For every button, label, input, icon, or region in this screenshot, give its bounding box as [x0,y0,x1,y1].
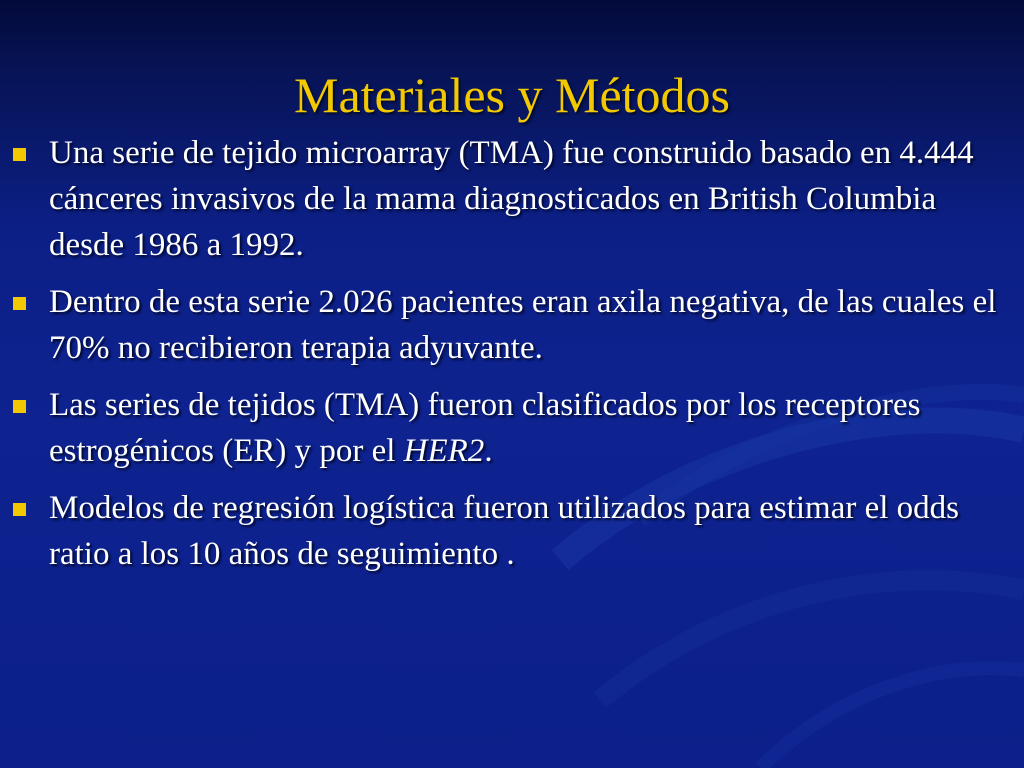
bullet-item-regression-models [0,485,1024,577]
slide-title: Materiales y Métodos [293,67,730,123]
bullet-item-axila-negativa [0,279,1024,371]
bullet-text-end: . [484,433,493,469]
bullet-item-tma-construction [0,130,1024,268]
square-bullet-icon [13,148,26,161]
bullet-text: Una serie de tejido microarray (TMA) fue construido basado en 4.444 cánceres invasivos de la mama diagnosticados en British Columbia desde 1986 a 1992. [49,135,974,263]
bullet-text: Las series de tejidos (TMA) fueron clasificados por los receptores estrogénicos (ER) y por el [49,387,921,469]
square-bullet-icon [13,503,26,516]
square-bullet-icon [13,297,26,310]
bullet-text-italic: HER2 [403,433,485,469]
bullet-item-tma-classification [0,382,1024,474]
bullet-text: Modelos de regresión logística fueron utilizados para estimar el odds ratio a los 10 años de seguimiento . [49,490,959,572]
bullet-list [0,130,1024,588]
square-bullet-icon [13,400,26,413]
bullet-text: Dentro de esta serie 2.026 pacientes eran axila negativa, de las cuales el 70% no recibieron terapia adyuvante. [49,284,997,366]
